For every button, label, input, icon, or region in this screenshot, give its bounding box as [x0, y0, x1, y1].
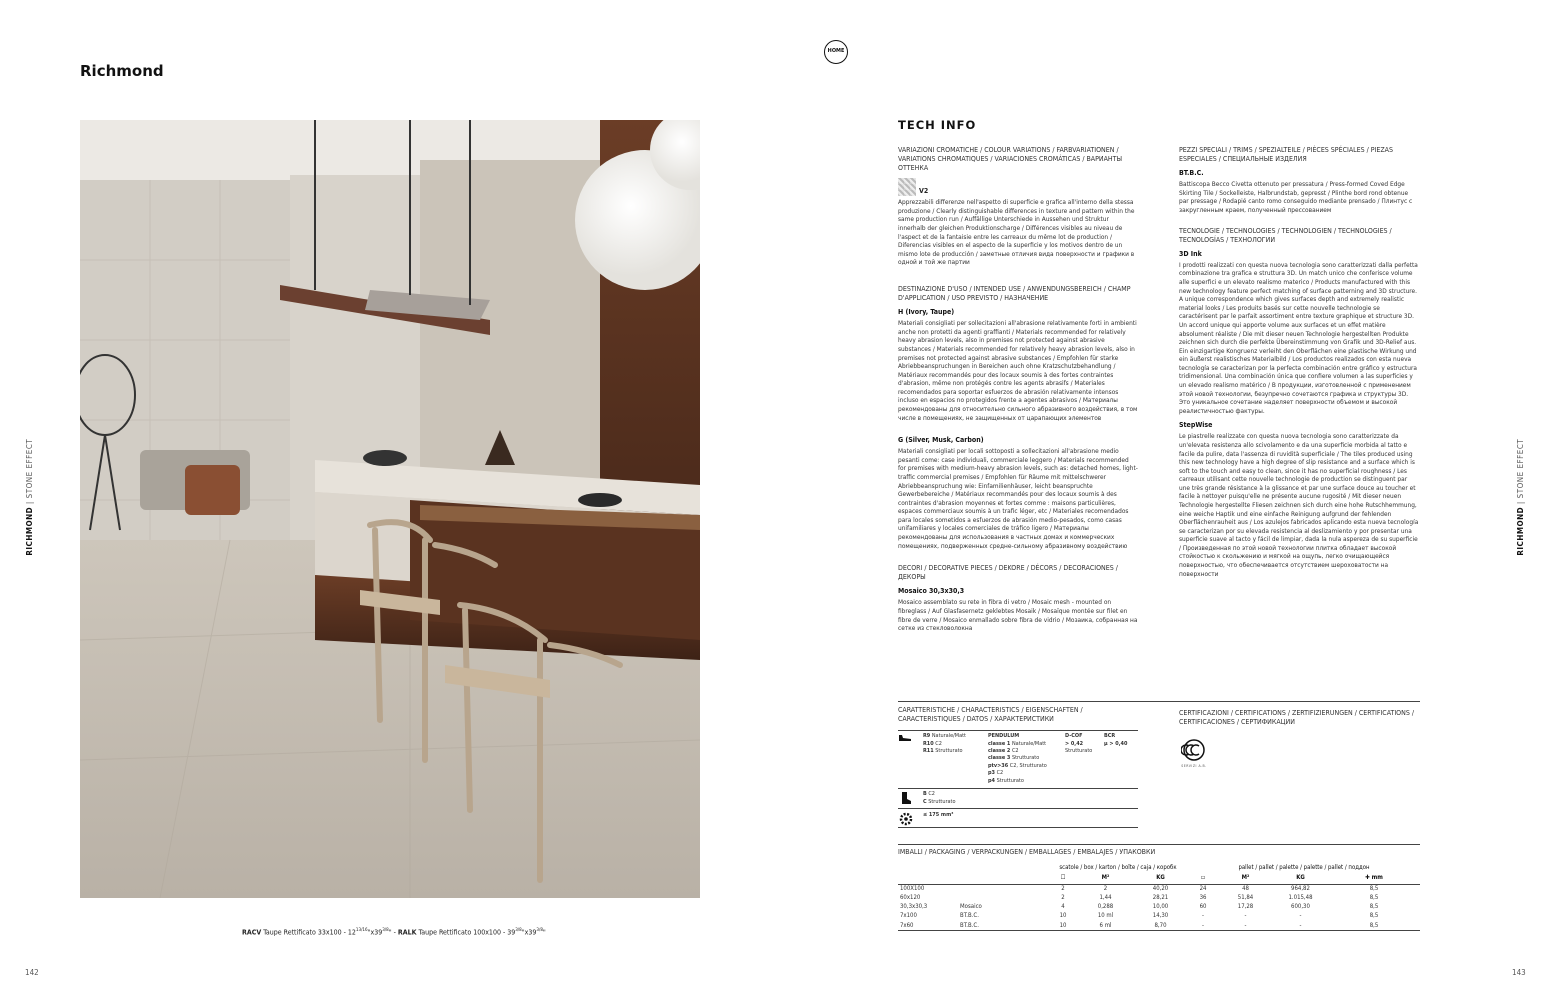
certifications-section — [1179, 709, 1419, 769]
page-number-right: 143 — [1512, 968, 1526, 977]
table-cell: - — [1244, 912, 1247, 920]
trim-text: Battiscopa Becco Civetta ottenuto per pressatura / Press-formed Coved Edge Skirting Tile / Sockelleiste, Halbrundstab, gepresst / Plinthe bord rond obtenue par pressage / Rodapié canto romo conseguido mediante prensado / Плинтус с закругленным краем, полученный прессованием — [1179, 180, 1413, 215]
caption-end: " — [542, 928, 546, 937]
table-row — [898, 902, 1420, 911]
side-effect-left: STONE EFFECT — [24, 438, 34, 499]
class2-label: classe 2 — [988, 748, 1011, 755]
shoe-icon — [898, 734, 912, 742]
table-row — [898, 921, 1420, 930]
table-cell: 100X100 — [900, 885, 925, 893]
photo-caption — [242, 928, 546, 937]
r10-label: R10 — [923, 740, 934, 747]
decor-text: Mosaico assemblato su rete in fibra di vetro / Mosaic mesh - mounted on fibreglass / Auf Glasfasernetz geklebtes Mosaik / Mosaïque montée sur filet en fibre de verre / Mosaico enmallado sobre fibra de vidrio / Мозаика, собранная на сетке из стекловолокна — [898, 598, 1138, 633]
class3-label: classe 3 — [988, 755, 1011, 762]
box-kg-heading: KG — [1156, 874, 1165, 882]
kitchen-illustration — [80, 120, 700, 898]
table-row — [898, 912, 1420, 921]
side-sep-left: | — [24, 498, 34, 507]
packaging-heading: IMBALLI / PACKAGING / VERPACKUNGEN / EMBALLAGES / EMBALAJES / УПАКОВКИ — [898, 844, 1420, 857]
r9-label: R9 — [923, 733, 931, 740]
dcof-finish: Strutturato — [1065, 748, 1093, 755]
class2-value: C2 — [1010, 748, 1019, 755]
caption-mid-1: "x39 — [367, 928, 383, 937]
thickness-unit: mm — [1371, 874, 1383, 882]
colour-variations-text: Apprezzabili differenze nell'aspetto di superficie e grafica all'interno della stessa produzione / Clearly distinguishable differences in texture and pattern within the same production run / Auffällige Unterschiede in Aussehen und Struktur innerhalb der gleichen Produktionscharge / Différences visibles au niveau de l'aspect et de la fantaisie entre les carreaux du même lot de production / Diferencias visibles en el aspecto de la superficie y los motivos dentro de un mismo lote de producción / заметные отличия вида поверхности и графики в одной и той же партии — [898, 198, 1135, 267]
characteristics-section — [898, 706, 1138, 828]
table-cell: 0,288 — [1097, 903, 1114, 911]
table-cell: - — [1202, 921, 1204, 929]
table-cell: 600,30 — [1291, 903, 1310, 911]
pendulum-heading: PENDULUM — [988, 733, 1020, 740]
table-cell: - — [1299, 912, 1302, 920]
intended-use-heading: DESTINAZIONE D'USO / INTENDED USE / ANWENDUNGSBEREICH / CHAMP D'APPLICATION / USO PREVISTO / НАЗНАЧЕНИЕ — [898, 284, 1131, 302]
caption-sup-4: 3/8 — [536, 928, 543, 933]
shade-c-label: C — [923, 798, 927, 805]
r10-value: C2 — [933, 740, 942, 747]
side-effect-right: STONE EFFECT — [1515, 438, 1525, 499]
table-cell: 60x120 — [900, 893, 921, 901]
caption-mid-2: "x39 — [521, 928, 537, 937]
table-cell: 8,70 — [1154, 921, 1167, 929]
table-cell: 28,21 — [1152, 893, 1169, 901]
trims-heading: PEZZI SPECIALI / TRIMS / SPEZIALTEILE / PIÈCES SPÉCIALES / PIEZAS ESPECIALES / СПЕЦИАЛЬНЫЕ ИЗДЕЛИЯ — [1179, 146, 1393, 164]
certification-logo-icon — [1181, 739, 1207, 761]
packaging-table — [898, 862, 1420, 930]
r11-label: R11 — [923, 748, 934, 755]
use-g-title: G (Silver, Musk, Carbon) — [898, 436, 984, 445]
table-cell: 51,84 — [1237, 893, 1254, 901]
table-cell: 10 ml — [1097, 912, 1114, 920]
bcr-value: μ > 0,40 — [1104, 740, 1128, 747]
side-brand-left: RICHMOND — [24, 506, 34, 556]
abrasion-value: ≤ 175 mm³ — [923, 812, 954, 819]
table-row — [898, 884, 1420, 893]
caption-code-1: RACV — [242, 928, 262, 937]
kitchen-photo — [80, 120, 700, 898]
side-label-right — [1516, 432, 1526, 562]
ink-text: I prodotti realizzati con questa nuova tecnologia sono caratterizzati dalla perfetta combinazione tra grafica e struttura 3D. Un match unico che conferisce volume alle superfici e un elevato realismo materico / Products manufactured with this new technology feature perfect matching of surface patterning and 3D structure. A unique correspondence which gives surfaces depth and extremely realistic material looks / Les produits basés sur cette nouvelle technologie se caractérisent par le parfait assortiment entre texture graphique et structure 3D. Un accord unique qui apporte volume aux surfaces et un effet matière absolument réaliste / Die mit dieser neuen Technologie hergestellten Produkte zeichnen sich durch die perfekte Übereinstimmung von Grafik und 3D-Relief aus. Ein einzigartige Kongruenz verleiht den Oberflächen eine plastische Wirkung und ein äußerst realistisches Materialbild / Los productos realizados con esta nueva tecnología se caracterizan por la perfecta combinación entre gráfico y estructura tridimensional. Una combinación única que confiere volumen a las superficies y un elevado realismo matérico / В продукции, изготовленной с применением этой новой технологии, безупречно сочетаются графика и структуры 3D. Это уникальное сочетание наделяет поверхности объемом и высокой реалистичностью фактуры. — [1179, 260, 1418, 415]
slip-resistance-row — [898, 730, 1138, 788]
shade-b-label: B — [923, 791, 927, 798]
table-cell: - — [1202, 912, 1204, 920]
divider-characteristics — [898, 701, 1420, 702]
pallet-icon: ▭ — [1200, 874, 1206, 882]
table-cell: Mosaico — [960, 903, 982, 911]
decor-title: Mosaico 30,3x30,3 — [898, 587, 965, 596]
page-number-left: 142 — [25, 968, 39, 977]
table-cell: 8,5 — [1369, 921, 1379, 929]
packaging-section — [898, 844, 1420, 931]
class1-label: classe 1 — [988, 740, 1011, 747]
table-cell: 8,5 — [1369, 912, 1379, 920]
table-cell: BT.B.C. — [960, 912, 979, 920]
table-cell: 10,00 — [1152, 903, 1169, 911]
table-cell: - — [1244, 921, 1247, 929]
use-h-text: Materiali consigliati per sollecitazioni all'abrasione relativamente forti in ambienti anche non protetti da agenti graffianti / Materials recommended for relatively heavy abrasion levels, also in premises not protected against abrasive substances / Materials recommended for relatively heavy abrasion levels, also in premises not protected against abrasive substances / Empfohlen für starke Abriebbeanspruchungen in Bereichen auch ohne Kratzschutzbehandlung / Matériaux recommandés pour des locaux soumis à des fortes contraintes d'abrasion, même non protégés contre les agents abrasifs / Materiales recomendados para soportar esfuerzos de abrasión relativamente intensos incluso en espacios no protegidos frente a agentes abrasivos / Материалы рекомендованы для относительно сильного абразивного воздействия, в том числе в помещениях, не защищенных от царапающих элементов — [898, 319, 1138, 422]
table-row — [898, 893, 1420, 902]
table-cell: 1,44 — [1099, 893, 1112, 901]
table-cell: 48 — [1242, 885, 1249, 893]
colour-variations-heading: VARIAZIONI CROMATICHE / COLOUR VARIATIONS / FARBVARIATIONEN / VARIATIONS CHROMATIQUES / VARIACIONES CROMÁTICAS / ВАРИАНТЫ ОТТЕНКА — [898, 146, 1123, 173]
dcof-heading: D-COF — [1065, 733, 1083, 740]
table-cell: 14,30 — [1152, 912, 1169, 920]
side-label-left — [25, 432, 35, 562]
pallet-m2-heading: M² — [1241, 874, 1250, 882]
home-button[interactable] — [824, 40, 848, 64]
table-cell: 6 ml — [1099, 921, 1112, 929]
table-cell: 4 — [1061, 903, 1065, 911]
stepwise-title: StepWise — [1179, 421, 1213, 430]
use-g-text: Materiali consigliati per locali sottoposti a sollecitazioni all'abrasione medio pesanti come: case individuali, commerciale leggero / Materials recommended for premises with medium-heavy abrasion levels, such as: detached homes, light-traffic commercial premises / Empfohlen für Räume mit mittelschwerer Abriebbeanspruchung wie: Einfamilienhäuser, leicht beanspruchte Gewerbebereiche / Matériaux recommandés pour des locaux soumis à des contraintes d'abrasion moyennes et fortes comme : maisons particulières, espaces commerciaux soumis à un trafic léger, etc / Materiales recomendados para locales sometidos a esfuerzos de abrasión medio-pesados, como casas unifamiliares y locales comerciales de tráfico ligero / Материалы рекомендованы для использования в частных домах и коммерческих помещениях, подверженных средне-сильному абразивному воздействию — [898, 447, 1138, 550]
decors-heading: DECORI / DECORATIVE PIECES / DEKORE / DÉCORS / DECORACIONES / ДЕКОРЫ — [898, 564, 1118, 582]
tech-left-column — [898, 146, 1138, 633]
table-cell: 60 — [1199, 903, 1207, 911]
table-cell: 24 — [1199, 885, 1207, 893]
thickness-heading: ✚ mm — [1365, 874, 1383, 882]
variation-grade: V2 — [919, 187, 929, 196]
page-title: Richmond — [80, 62, 164, 80]
table-cell: 7x100 — [900, 912, 917, 920]
table-cell: 17,28 — [1237, 903, 1254, 911]
caption-sup-2: 3/8 — [382, 928, 389, 933]
bcr-values — [1104, 733, 1127, 748]
ptv-value: C2, Strutturato — [1008, 762, 1047, 769]
packaging-rows — [898, 884, 1420, 930]
green-cert-logo — [1179, 739, 1209, 769]
side-brand-right: RICHMOND — [1515, 506, 1525, 556]
tech-info-title: TECH INFO — [898, 118, 977, 132]
abrasion-row — [898, 808, 1138, 828]
r9-value: Naturale/Matt — [930, 733, 966, 740]
table-cell: 40,20 — [1152, 885, 1169, 893]
caption-text-2: Taupe Rettificato 100x100 - 39 — [416, 928, 516, 937]
table-cell — [958, 884, 1048, 893]
table-cell: 7x60 — [900, 921, 914, 929]
shade-c-value: Strutturato — [926, 798, 956, 805]
caption-sup-1: 13/16 — [355, 928, 368, 933]
table-cell: 8,5 — [1369, 903, 1379, 911]
stepwise-text: Le piastrelle realizzate con questa nuova tecnologia sono caratterizzate da un'elevata resistenza allo scivolamento e da una superficie morbida al tatto e facile da pulire, data l'assenza di ruvidità superficiale / The tiles produced using this new technology have a high degree of slip resistance and a surface which is soft to the touch and easy to clean, since it has no superficial roughness / Les carreaux utilisant cette nouvelle technologie de production se distinguent par une très grande résistance à la glissance et par une surface douce au toucher et facile à nettoyer puisqu'elle ne présente aucune rugosité / Mit dieser neuen Technologie hergestellte Fliesen zeichnen sich durch eine hohe Rutschhemmung, eine weiche Haptik und eine einfache Reinigung aufgrund der fehlenden Oberflächenrauheit aus / Los azulejos fabricados aplicando esta nueva tecnología se caracterizan por su elevada resistencia al deslizamiento y por presentar una superficie suave al tacto y fácil de limpiar, dada la nula aspereza de su superficie / Произведенная по этой новой технологии плитка обладает высокой стойкостью к скольжению и мягкой на ощупь, легко очищающейся поверхностью, что обеспечивается отсутствием шероховатости на поверхности — [1179, 432, 1419, 578]
dcof-values — [1065, 733, 1092, 755]
abrasion-values — [923, 812, 953, 819]
p3-value: C2 — [995, 770, 1004, 777]
colour-variation-grade — [898, 178, 1138, 196]
characteristics-heading: CARATTERISTICHE / CHARACTERISTICS / EIGENSCHAFTEN / CARACTERISTIQUES / DATOS / ХАРАКТЕРИСТИКИ — [898, 706, 1083, 724]
ptv-label: ptv>36 — [988, 762, 1009, 769]
class3-value: Strutturato — [1010, 755, 1040, 762]
table-cell: - — [1299, 921, 1302, 929]
shade-b-value: C2 — [926, 791, 935, 798]
table-cell: 2 — [1061, 885, 1065, 893]
table-cell: 964,82 — [1291, 885, 1310, 893]
pallet-heading: pallet / pallet / palette / palette / pallet / поддон — [1238, 863, 1370, 871]
table-cell: BT.B.C. — [960, 921, 979, 929]
technologies-heading: TECNOLOGIE / TECHNOLOGIES / TECHNOLOGIEN / TECHNOLOGIES / TECNOLOGÍAS / ТЕХНОЛОГИИ — [1179, 226, 1392, 244]
dcof-value: > 0,42 — [1065, 740, 1084, 747]
home-label: HOME — [827, 48, 845, 55]
box-heading: scatole / box / karton / boîte / caja / коробк — [1059, 863, 1177, 871]
tech-right-column — [1179, 146, 1419, 578]
box-m2-heading: M² — [1101, 874, 1110, 882]
boot-icon — [900, 791, 912, 805]
table-cell: 30,3x30,3 — [900, 903, 928, 911]
r11-value: Strutturato — [933, 748, 963, 755]
p3-label: p3 — [988, 770, 995, 777]
pendulum-values — [988, 733, 1047, 785]
caption-sup-3: 3/8 — [515, 928, 522, 933]
trim-title: BT.B.C. — [1179, 169, 1204, 178]
ink-title: 3D Ink — [1179, 249, 1202, 258]
p4-label: p4 — [988, 777, 995, 784]
box-icon: ☐ — [1060, 874, 1066, 882]
table-cell: 8,5 — [1369, 885, 1379, 893]
abrasion-gear-icon — [899, 812, 913, 826]
bcr-heading: BCR — [1104, 733, 1116, 740]
side-sep-right: | — [1515, 498, 1525, 507]
table-cell: 10 — [1059, 912, 1067, 920]
caption-text-1: Taupe Rettificato 33x100 - 12 — [261, 928, 356, 937]
table-cell — [958, 893, 1048, 902]
use-h-title: H (Ivory, Taupe) — [898, 308, 955, 317]
shade-variation-icon — [898, 178, 916, 196]
table-cell: 8,5 — [1369, 893, 1379, 901]
certifications-heading: CERTIFICAZIONI / CERTIFICATIONS / ZERTIFIZIERUNGEN / CERTIFICATIONS / CERTIFICACIONES / СЕРТИФИКАЦИИ — [1179, 709, 1414, 727]
p4-value: Strutturato — [995, 777, 1024, 784]
pallet-kg-heading: KG — [1296, 874, 1305, 882]
shade-row — [898, 788, 1138, 808]
table-cell: 1.015,48 — [1288, 893, 1313, 901]
caption-code-2: RALK — [397, 928, 417, 937]
table-cell: 36 — [1199, 893, 1207, 901]
cert-logo-sub: SERVIZI A.B. — [1181, 764, 1207, 769]
table-cell: 2 — [1103, 885, 1108, 893]
shade-values — [923, 791, 956, 806]
packaging-bottom-line — [898, 930, 1420, 931]
table-cell: 10 — [1059, 921, 1067, 929]
caption-dash: " - — [388, 928, 398, 937]
class1-value: Naturale/Matt — [1010, 740, 1047, 747]
table-cell: 2 — [1061, 893, 1065, 901]
slip-r-values — [923, 733, 966, 755]
